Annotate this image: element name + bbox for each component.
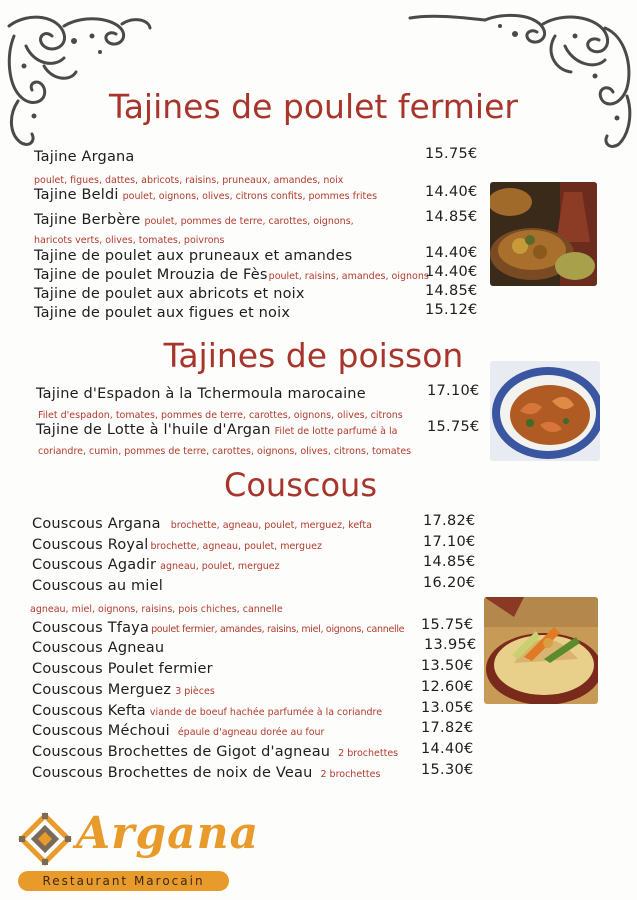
section-title-couscous: Couscous bbox=[224, 466, 377, 504]
item-price: 12.60€ bbox=[421, 679, 474, 695]
menu-item bbox=[32, 762, 380, 781]
menu-item bbox=[32, 534, 322, 553]
item-name: Couscous Tfaya bbox=[32, 620, 150, 636]
item-name: Tajine Berbère bbox=[34, 212, 141, 228]
item-name: Tajine de poulet aux pruneaux et amandes bbox=[34, 248, 353, 264]
item-desc: agneau, poulet, merguez bbox=[160, 561, 280, 572]
item-name: Tajine de Lotte à l'huile d'Argan bbox=[36, 422, 271, 438]
argana-logo-icon bbox=[16, 810, 74, 868]
item-price: 14.40€ bbox=[425, 245, 478, 261]
item-name: Couscous Merguez bbox=[32, 682, 172, 698]
item-desc: Filet d'espadon, tomates, pommes de terre, carottes, oignons, olives, citrons bbox=[38, 410, 403, 421]
menu-item bbox=[34, 184, 377, 203]
item-price: 14.40€ bbox=[425, 184, 478, 200]
item-name: Couscous Brochettes de noix de Veau bbox=[32, 765, 313, 781]
fish-tajine-photo-icon bbox=[490, 361, 600, 461]
menu-item bbox=[32, 679, 215, 698]
item-name: Couscous Argana bbox=[32, 516, 161, 532]
menu-item bbox=[34, 264, 429, 283]
item-price: 17.82€ bbox=[421, 720, 474, 736]
item-desc: poulet, oignons, olives, citrons confits, pommes frites bbox=[122, 191, 378, 202]
item-desc: Filet de lotte parfumé à la bbox=[274, 426, 398, 437]
item-price: 14.85€ bbox=[423, 554, 476, 570]
item-name: Tajine de poulet aux abricots et noix bbox=[34, 286, 305, 302]
item-name: Tajine de poulet Mrouzia de Fès bbox=[34, 267, 268, 283]
item-desc: 2 brochettes bbox=[338, 748, 399, 759]
menu-item bbox=[32, 741, 398, 760]
item-price: 13.05€ bbox=[421, 700, 474, 716]
item-name: Couscous Kefta bbox=[32, 703, 146, 719]
item-name: Couscous Agadir bbox=[32, 557, 157, 573]
item-price: 14.85€ bbox=[425, 283, 478, 299]
item-name: Couscous Brochettes de Gigot d'agneau bbox=[32, 744, 331, 760]
menu-item bbox=[32, 575, 163, 594]
item-desc: épaule d'agneau dorée au four bbox=[177, 727, 325, 738]
item-desc: poulet, raisins, amandes, oignons bbox=[268, 271, 429, 282]
item-desc: brochette, agneau, poulet, merguez bbox=[150, 541, 322, 552]
item-price: 14.85€ bbox=[425, 209, 478, 225]
item-name: Tajine Argana bbox=[34, 149, 135, 165]
item-price: 13.95€ bbox=[424, 637, 477, 653]
menu-item bbox=[34, 283, 305, 302]
brand-name: Argana bbox=[76, 808, 260, 859]
item-price: 17.82€ bbox=[423, 513, 476, 529]
item-description bbox=[38, 439, 411, 458]
item-name: Couscous Poulet fermier bbox=[32, 661, 213, 677]
menu-item bbox=[32, 554, 280, 573]
item-price: 15.75€ bbox=[425, 146, 478, 162]
item-name: Couscous Agneau bbox=[32, 640, 165, 656]
section-title-tajines-poulet: Tajines de poulet fermier bbox=[109, 87, 518, 126]
item-desc: agneau, miel, oignons, raisins, pois chiches, cannelle bbox=[30, 604, 283, 615]
item-desc: haricots verts, olives, tomates, poivrons bbox=[34, 235, 225, 246]
item-name: Tajine d'Espadon à la Tchermoula marocaine bbox=[36, 386, 366, 402]
menu-item bbox=[34, 146, 135, 165]
item-price: 15.75€ bbox=[427, 419, 480, 435]
item-desc: coriandre, cumin, pommes de terre, carottes, oignons, olives, citrons, tomates bbox=[38, 446, 412, 457]
couscous-photo-icon bbox=[484, 597, 598, 704]
item-desc: poulet fermier, amandes, raisins, miel, oignons, cannelle bbox=[151, 624, 405, 635]
item-price: 15.30€ bbox=[421, 762, 474, 778]
item-description bbox=[30, 597, 283, 616]
menu-item bbox=[32, 617, 404, 636]
item-price: 15.75€ bbox=[421, 617, 474, 633]
item-price: 14.40€ bbox=[425, 264, 478, 280]
item-name: Tajine Beldi bbox=[34, 187, 119, 203]
item-desc: brochette, agneau, poulet, merguez, kefta bbox=[170, 520, 372, 531]
ornament-top-right-icon bbox=[405, 6, 635, 156]
menu-item bbox=[32, 720, 324, 739]
item-price: 13.50€ bbox=[421, 658, 474, 674]
ornament-top-left-icon bbox=[4, 6, 154, 156]
item-name: Couscous Royal bbox=[32, 537, 149, 553]
item-name: Couscous au miel bbox=[32, 578, 163, 594]
item-name: Couscous Méchoui bbox=[32, 723, 170, 739]
menu-item bbox=[36, 383, 366, 402]
chicken-tajine-photo-icon bbox=[490, 182, 597, 286]
item-name: Tajine de poulet aux figues et noix bbox=[34, 305, 291, 321]
brand-tagline: Restaurant Marocain bbox=[18, 871, 229, 891]
menu-item bbox=[34, 209, 354, 228]
menu-item bbox=[34, 245, 352, 264]
item-price: 17.10€ bbox=[427, 383, 480, 399]
item-desc: viande de boeuf hachée parfumée à la coriandre bbox=[149, 707, 383, 718]
menu-item bbox=[32, 637, 164, 656]
item-desc: 2 brochettes bbox=[320, 769, 381, 780]
section-title-tajines-poisson: Tajines de poisson bbox=[163, 336, 464, 375]
item-price: 15.12€ bbox=[425, 302, 478, 318]
menu-item bbox=[36, 419, 397, 438]
menu-item bbox=[32, 700, 382, 719]
item-desc: 3 pièces bbox=[175, 686, 215, 697]
item-desc: poulet, pommes de terre, carottes, oignons, bbox=[144, 216, 354, 227]
item-price: 17.10€ bbox=[423, 534, 476, 550]
item-price: 14.40€ bbox=[421, 741, 474, 757]
menu-item bbox=[32, 658, 213, 677]
item-desc: poulet, figues, dattes, abricots, raisins, pruneaux, amandes, noix bbox=[34, 175, 344, 186]
menu-item bbox=[32, 513, 372, 532]
item-price: 16.20€ bbox=[423, 575, 476, 591]
menu-item bbox=[34, 302, 290, 321]
